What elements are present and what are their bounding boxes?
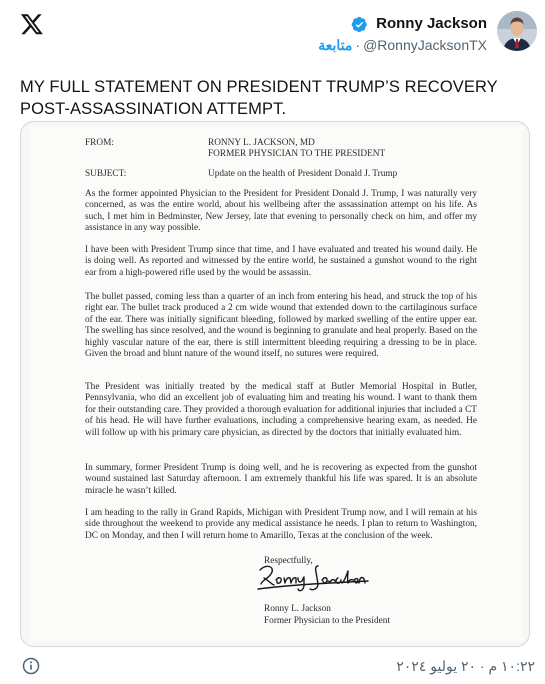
- from-name: RONNY L. JACKSON, MD: [208, 138, 315, 148]
- tweet-footer: [0, 650, 545, 680]
- tweet-header: [0, 0, 545, 70]
- letter-paragraph-5: In summary, former President Trump is doing well, and he is recovering as expected from the gunshot wound sustained last Saturday afternoon. I am extremely thankful his life was spared. It is an absolute miracle he wasn’t killed.: [85, 463, 477, 496]
- author-name[interactable]: Ronny Jackson: [376, 15, 487, 32]
- tweet-timestamp[interactable]: ١٠:٢٢ م · ٢٠ يوليو ٢٠٢٤: [396, 658, 535, 674]
- letter-paragraph-2: I have been with President Trump since that time, and I have evaluated and treated his wound daily. He is doing well. As reported and witnessed by the entire world, he sustained a gunshot wound to the right ear from a high-powered rifle used by the would be assassin.: [85, 245, 477, 278]
- handle-line: [318, 37, 487, 54]
- letter-paragraph-6: I am heading to the rally in Grand Rapids, Michigan with President Trump now, and I will remain at his side throughout the weekend to provide any medical assistance he needs. I plan to return to Washington, DC on Monday, and then I will return home to Amarillo, Texas at the conclusion of the week.: [85, 508, 477, 541]
- tweet-text: MY FULL STATEMENT ON PRESIDENT TRUMP’S RECOVERY POST-ASSASSINATION ATTEMPT.: [20, 78, 498, 118]
- subject-value: Update on the health of President Donald J. Trump: [208, 169, 398, 179]
- from-label: FROM:: [85, 138, 114, 148]
- letter-paragraph-4: The President was initially treated by the medical staff at Butler Memorial Hospital in Butler, Pennsylvania, who did an excellent job of evaluating him and treating his wound. I want to thank them for their outstanding care. They provided a thorough evaluation for additional injuries that included a CT of his head. He will have further evaluations, including a comprehensive hearing exam, as needed. He will follow up with his primary care physician, as directed by the doctors that initially evaluated him.: [85, 382, 477, 438]
- separator-dot: ·: [355, 37, 361, 53]
- letter-closing: Respectfully,: [264, 556, 313, 566]
- verified-badge-icon: [351, 16, 368, 33]
- signer-name: Ronny L. Jackson: [264, 604, 331, 614]
- statement-letter: [29, 126, 523, 642]
- handwritten-signature: [254, 556, 374, 598]
- from-title: FORMER PHYSICIAN TO THE PRESIDENT: [208, 149, 386, 159]
- signer-title: Former Physician to the President: [264, 616, 391, 626]
- letter-paragraph-3: The bullet passed, coming less than a quarter of an inch from entering his head, and struck the top of his right ear. The bullet track produced a 2 cm wide wound that extended down to the cartilaginous surface of the ear. There was initially significant bleeding, followed by marked swelling of the entire upper ear. The swelling has since resolved, and the wound is beginning to granulate and heal properly. Based on the highly vascular nature of the ear, there is still intermittent bleeding requiring a dressing to be in place. Given the broad and blunt nature of the wound itself, no sutures were required.: [85, 292, 477, 360]
- avatar[interactable]: [497, 11, 537, 51]
- follow-button[interactable]: متابعة: [318, 37, 353, 53]
- tweet-media-image[interactable]: [20, 121, 530, 647]
- info-icon[interactable]: [22, 657, 40, 675]
- subject-label: SUBJECT:: [85, 169, 127, 179]
- author-handle[interactable]: @RonnyJacksonTX: [363, 37, 487, 53]
- letter-paragraph-1: As the former appointed Physician to the President for President Donald J. Trump, I was naturally very concerned, as was the entire world, about his wellbeing after the assassination attempt on his life. As such, I met him in Bedminster, New Jersey, late that evening to personally check on him, and offer my assistance in any way possible.: [85, 189, 477, 234]
- x-logo-icon[interactable]: [20, 12, 44, 36]
